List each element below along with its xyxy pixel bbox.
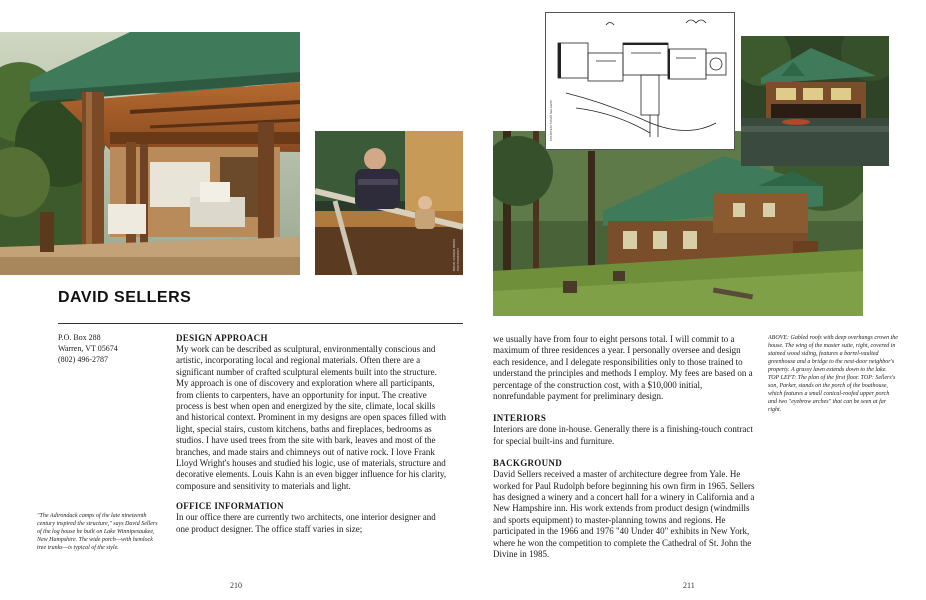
interiors-text: Interiors are done in-house. Generally there is a finishing-touch contract for special built-ins and furniture.	[493, 424, 753, 446]
porch-caption: "The Adirondack camps of the late nineteenth century inspired the structure," says David Sellers of the log house he built on Lake Winnipesaukee, New Hampshire. The wide porch—with hemlock tree trunks—is typical of the style.	[37, 513, 158, 551]
page-number-left: 210	[230, 581, 242, 590]
right-text-column	[493, 334, 755, 561]
page-title: DAVID SELLERS	[58, 289, 192, 306]
floor-plan	[545, 12, 735, 150]
photo-credit-1: PHOTOGRAPHY	[456, 247, 460, 271]
photo-credit-2: BRIAN VANDEN BRINK	[452, 238, 456, 271]
address-line: Warren, VT 05674	[58, 344, 118, 353]
address-phone: (802) 496-2787	[58, 355, 108, 364]
page-number-right: 211	[683, 581, 695, 590]
office-info-continued: we usually have from four to eight persons total. I will commit to a maximum of three residences a year. I personally oversee and design each residence, and I delegate responsibilities only to those trained to understand the principles and methods I employ. My fees are based on a percentage of the construction cost, with a $10,000 initial, nonrefundable payment for preliminary design.	[493, 334, 753, 402]
plan-credit: COURTESY DAVID SELLERS	[549, 100, 553, 141]
interiors-title: INTERIORS	[493, 413, 547, 424]
title-rule	[58, 323, 463, 324]
background-title: BACKGROUND	[493, 458, 563, 469]
design-approach-text: My work can be described as sculptural, environmentally conscious and artistic, incorporating local and regional materials. Often there are a significant number of crafted sculptural elements built into the structure. My approach is one of discovery and exploration where all participants, from clients to carpenters, have an opportunity for input. The creative process is best when open and energized by the site, climate, local skills and historical context. Prominent in my designs are open spaces filled with light, special stairs, custom kitchens, baths and fireplaces, bedrooms as studios. I have used trees from the site with bark, leaves and most of the branches, and made stairs and chimneys out of native rock. I love Frank Lloyd Wright's houses and studied his logic, use of materials, structure and decorative elements. Louis Kahn is an even bigger influence for his clarity, composure and sensitivity to materials and light.	[176, 344, 447, 491]
design-approach-title: DESIGN APPROACH	[176, 333, 268, 343]
address-line: P.O. Box 288	[58, 333, 101, 342]
right-page	[463, 0, 926, 600]
floor-plan-drawing	[546, 13, 734, 149]
address-block	[58, 332, 118, 365]
background-text: David Sellers received a master of architecture degree from Yale. He worked for Paul Rudolph before beginning his own firm in 1965. Sellers has designed a winery and a concert hall for a winery in California and a New Hampshire inn. His work extends from product design (windmills and sports equipment) to master-planning towns and regions. He participated in the 1966 and 1976 "40 Under 40" exhibits in New York, where he won the competition to complete the Cathedral of St. John the Divine in 1985.	[493, 469, 755, 560]
office-info-text: In our office there are currently two architects, one interior designer and one product designer. The office staff varies in size;	[176, 512, 436, 534]
porch-illustration	[0, 32, 300, 275]
father-son-illustration	[315, 131, 463, 275]
office-info-title: OFFICE INFORMATION	[176, 501, 284, 512]
boathouse-illustration	[741, 36, 889, 166]
father-son-photo	[315, 131, 463, 275]
porch-photo	[0, 32, 300, 275]
left-text-column	[176, 332, 448, 535]
house-caption: ABOVE: Gabled roofs with deep overhangs crown the house. The wing of the master suite, right, covered in stained wood siding, features a barrel-vaulted greenhouse and a bridge to the next-door neighbor's property. A grassy lawn extends down to the lake. TOP LEFT: The plan of the first floor. TOP: Sellers's son, Parker, stands on the porch of the boathouse, which features a small conical-roofed upper porch and two "eyebrow arches" that can be seen at far right.	[768, 335, 898, 413]
boathouse-photo	[741, 36, 889, 166]
